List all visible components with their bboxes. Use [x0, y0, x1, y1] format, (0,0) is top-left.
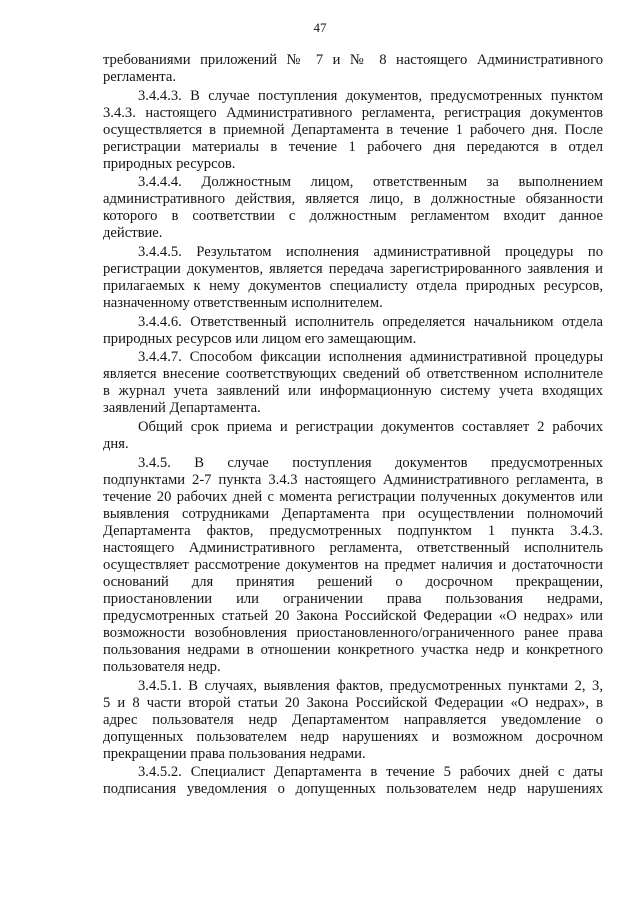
text-line: Общий срок приема и регистрации документов составляет 2 рабочих — [138, 418, 603, 435]
text-line: 3.4.3. настоящего Административного регламента, регистрация документов — [103, 104, 603, 121]
text-line: 3.4.5. В случае поступления документов предусмотренных — [138, 454, 603, 471]
text-line: регистрации материалы в течение 1 рабочего дня передаются в отдел — [103, 138, 603, 155]
text-line: подписания уведомления о допущенных пользователем недр нарушениях — [103, 781, 603, 798]
text-line: 3.4.4.7. Способом фиксации исполнения административной процедуры — [138, 349, 603, 366]
text-line: 5 и 8 части второй статьи 20 Закона Российской Федерации «О недрах», в — [103, 694, 603, 711]
text-line: предусмотренных статьей 20 Закона Российской Федерации «О недрах» или — [103, 608, 603, 624]
text-line: является внесение соответствующих сведений об ответственном исполнителе — [103, 366, 603, 383]
text-line: пользования недрами в отношении конкретного участка недр и конкретного — [103, 642, 603, 659]
text-line: подпунктами 2-7 пункта 3.4.3 настоящего Административного регламента, в — [103, 471, 603, 488]
text-line: назначенному ответственным исполнителем. — [103, 295, 383, 312]
text-line: природных ресурсов или лицом его замещающим. — [103, 330, 417, 347]
text-line: прекращении права пользования недрами. — [103, 745, 366, 762]
text-line: природных ресурсов. — [103, 155, 236, 172]
text-line: пользователя недр. — [103, 659, 221, 676]
text-line: течение 20 рабочих дней с момента регистрации полученных документов или — [103, 488, 603, 505]
text-line: 3.4.5.1. В случаях, выявления фактов, предусмотренных пунктами 2, 3, — [138, 677, 603, 694]
text-line: адрес пользователя недр Департаментом направляется уведомление о — [103, 711, 603, 728]
page-number: 47 — [313, 20, 327, 35]
text-line: в журнал учета заявлений или информационную систему учета входящих — [103, 383, 603, 400]
text-line: выявления сотрудниками Департамента при осуществлении полномочий — [103, 505, 603, 522]
text-line: 3.4.4.4. Должностным лицом, ответственным за выполнением — [138, 174, 603, 191]
text-line: которого в соответствии с должностным регламентом входит данное — [103, 208, 603, 225]
text-line: действие. — [103, 225, 163, 242]
text-line: допущенных пользователем недр нарушениях и возможном досрочном — [103, 728, 603, 745]
text-line: осуществляется в приемной Департамента в течение 1 рабочего дня. После — [103, 121, 603, 138]
text-line: приостановлении или ограничении права пользования недрами, — [103, 590, 603, 607]
text-line: прилагаемых к нему документов специалисту отдела природных ресурсов, — [103, 278, 603, 295]
text-line: возможности возобновления приостановленного/ограниченного ранее права — [103, 625, 603, 642]
text-line: требованиями приложений № 7 и № 8 настоящего Административного — [103, 52, 603, 68]
text-line: Департамента фактов, предусмотренных подпунктом 1 пункта 3.4.3. — [103, 522, 603, 539]
text-line: дня. — [103, 436, 129, 453]
text-line: регламента. — [103, 69, 176, 86]
text-line: 3.4.4.6. Ответственный исполнитель определяется начальником отдела — [138, 313, 603, 330]
text-line: настоящего Административного регламента, ответственный исполнитель — [103, 539, 603, 556]
text-line: 3.4.5.2. Специалист Департамента в течение 5 рабочих дней с даты — [138, 764, 603, 781]
text-line: оснований для принятия решений о досрочном прекращении, — [103, 573, 603, 590]
text-line: 3.4.4.3. В случае поступления документов, предусмотренных пунктом — [138, 87, 603, 104]
text-line: заявлений Департамента. — [103, 400, 261, 417]
text-line: 3.4.4.5. Результатом исполнения административной процедуры по — [138, 244, 603, 261]
document-body — [103, 52, 603, 799]
text-line: административного действия, является лицо, в должностные обязанности — [103, 191, 603, 208]
text-line: регистрации документов, является передача зарегистрированного заявления и — [103, 261, 603, 278]
text-line: осуществляет рассмотрение документов на предмет наличия и достаточности — [103, 556, 603, 573]
